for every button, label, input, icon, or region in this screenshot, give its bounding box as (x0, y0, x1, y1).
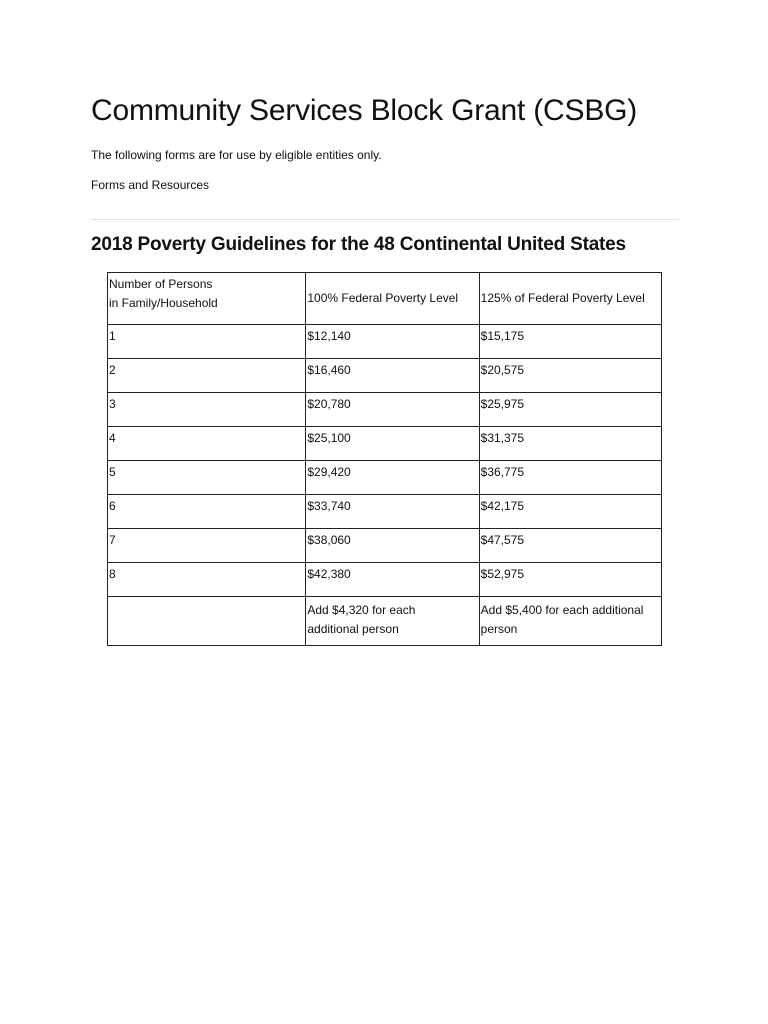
table-row (108, 529, 662, 563)
header-persons (108, 273, 306, 325)
cell-fpl-100: $25,100 (306, 427, 479, 461)
forms-and-resources-link[interactable]: Forms and Resources (91, 178, 210, 192)
fpl-100-additional-line1: Add $4,320 for each (307, 603, 416, 617)
poverty-guidelines-table (107, 272, 662, 646)
header-fpl-125: 125% of Federal Poverty Level (479, 273, 661, 325)
divider (91, 219, 679, 220)
fpl-125-additional-line2: person (480, 622, 518, 636)
cell-fpl-125: $47,575 (479, 529, 661, 563)
table-row (108, 461, 662, 495)
intro-text: The following forms are for use by eligible entities only. (91, 148, 382, 162)
cell-fpl-125: $36,775 (479, 461, 661, 495)
header-fpl-100: 100% Federal Poverty Level (306, 273, 479, 325)
table-row (108, 427, 662, 461)
page-title: Community Services Block Grant (CSBG) (91, 94, 638, 127)
table-row (108, 563, 662, 597)
table-header-row (108, 273, 662, 325)
cell-fpl-100-additional (306, 597, 479, 646)
cell-persons: 7 (108, 529, 306, 563)
cell-persons: 8 (108, 563, 306, 597)
cell-fpl-100: $38,060 (306, 529, 479, 563)
cell-fpl-125: $25,975 (479, 393, 661, 427)
cell-persons: 3 (108, 393, 306, 427)
cell-fpl-125: $42,175 (479, 495, 661, 529)
cell-fpl-125: $31,375 (479, 427, 661, 461)
cell-persons: 1 (108, 325, 306, 359)
cell-persons: 6 (108, 495, 306, 529)
header-persons-line2: in Family/Household (109, 296, 218, 310)
cell-fpl-100: $42,380 (306, 563, 479, 597)
section-title: 2018 Poverty Guidelines for the 48 Continental United States (91, 234, 626, 255)
table-row-additional-person (108, 597, 662, 646)
cell-persons: 4 (108, 427, 306, 461)
cell-fpl-100: $12,140 (306, 325, 479, 359)
header-persons-line1: Number of Persons (109, 277, 213, 291)
cell-fpl-125: $15,175 (479, 325, 661, 359)
fpl-100-additional-line2: additional person (307, 622, 399, 636)
cell-persons: 2 (108, 359, 306, 393)
cell-persons-empty (108, 597, 306, 646)
cell-fpl-100: $20,780 (306, 393, 479, 427)
cell-fpl-100: $29,420 (306, 461, 479, 495)
fpl-125-additional-line1: Add $5,400 for each additional (480, 603, 644, 617)
table-row (108, 495, 662, 529)
cell-fpl-125-additional (479, 597, 661, 646)
cell-fpl-125: $20,575 (479, 359, 661, 393)
cell-fpl-125: $52,975 (479, 563, 661, 597)
table-row (108, 393, 662, 427)
cell-persons: 5 (108, 461, 306, 495)
table-row (108, 359, 662, 393)
cell-fpl-100: $33,740 (306, 495, 479, 529)
cell-fpl-100: $16,460 (306, 359, 479, 393)
table-row (108, 325, 662, 359)
